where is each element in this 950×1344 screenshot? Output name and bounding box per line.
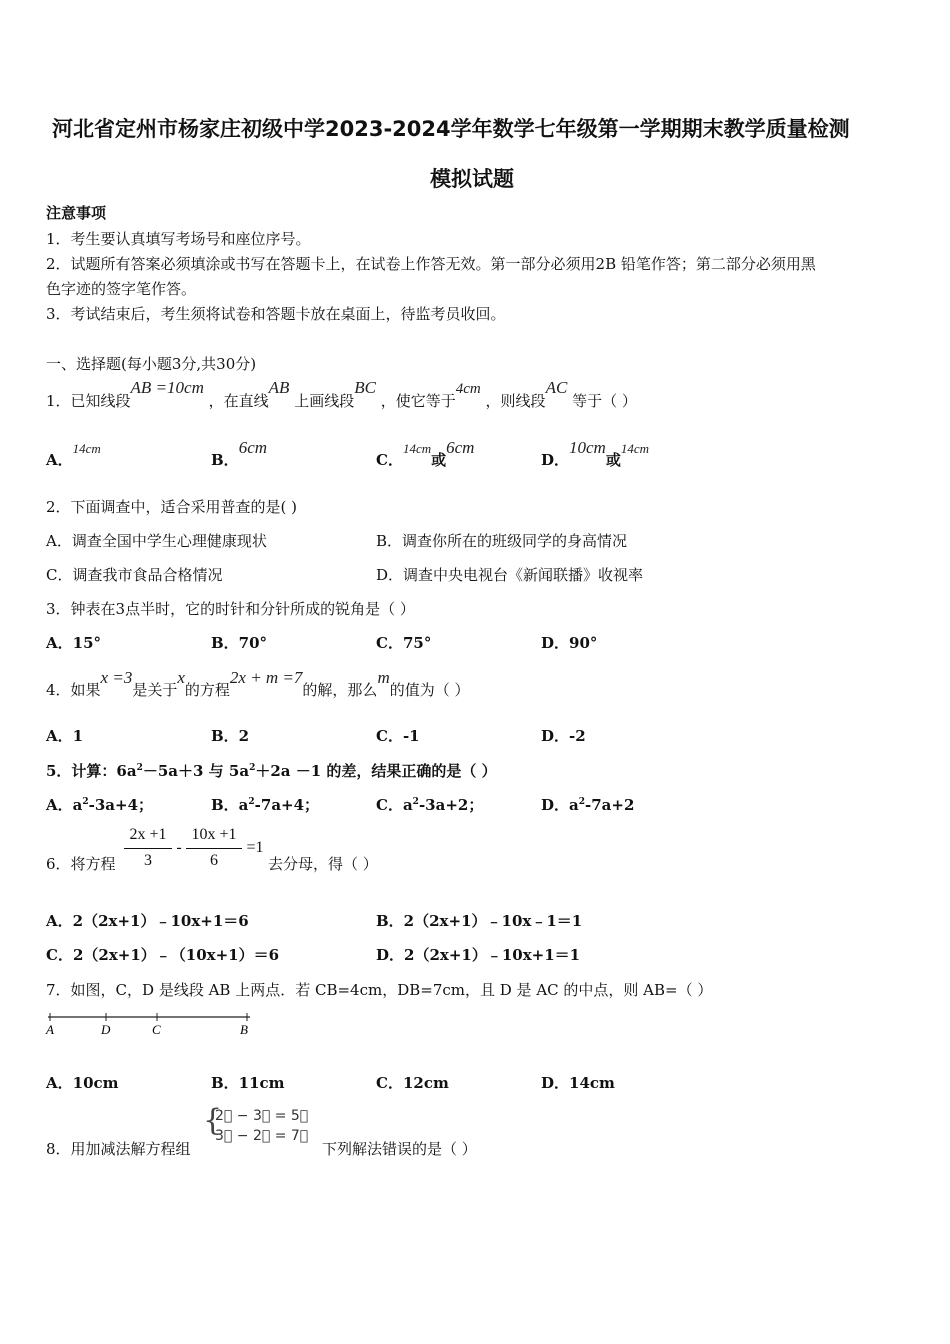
q5-stem: 5．计算：$6a^2-5a+3$ 与 $5a^2+2a -1$ 的差，结果正确的是（ ）: [46, 762, 497, 780]
q6-stem-suffix: 去分母，得（ ）: [268, 855, 378, 873]
q7-stem: 7．如图，C，D 是线段 AB 上两点．若 CB=4cm，DB=7cm，且 D 是 AC 的中点，则 AB=（ ）: [46, 981, 713, 999]
q4-option-c: C．-1: [376, 727, 420, 745]
q8-stem-prefix: 8．用加减法解方程组: [46, 1140, 191, 1158]
notice-item: 2．试题所有答案必须填涂或书写在答题卡上，在试卷上作答无效。第一部分必须用2B 铅笔作答；第二部分必须用黑: [46, 255, 816, 273]
q7-option-d: D．14cm: [541, 1074, 615, 1092]
q4-option-a: A．1: [46, 727, 84, 745]
q4-option-b: B．2: [211, 727, 250, 745]
q8-stem-suffix: 下列解法错误的是（ ）: [322, 1140, 477, 1158]
q7-option-b: B．11cm: [211, 1074, 285, 1092]
q6-option-b: B．2（2x+1）﹣10x﹣1＝1: [376, 912, 583, 930]
q5-option-a: A．$a^2-3a+4$；: [46, 796, 154, 814]
q6-stem-prefix: 6．将方程: [46, 855, 116, 873]
q6-fraction-bar-1: [124, 848, 172, 849]
q6-denominator-1: 3: [144, 852, 152, 869]
q6-option-c: C．2（2x+1）﹣（10x+1）＝6: [46, 946, 280, 964]
title-line-2: 模拟试题: [430, 167, 514, 191]
q2-option-b: B．调查你所在的班级同学的身高情况: [376, 532, 628, 550]
title-line-1: 河北省定州市杨家庄初级中学2023-2024学年数学七年级第一学期期末教学质量检测: [52, 117, 850, 141]
q1-stem: 1．已知线段AB =10cm ，在直线AB 上画线段BC ，使它等于4cm ，则线段AC 等于（ ）: [46, 378, 637, 410]
q6-option-a: A．2（2x+1）﹣10x+1＝6: [46, 912, 249, 930]
q6-option-d: D．2（2x+1）﹣10x+1＝1: [376, 946, 581, 964]
notice-item: 3．考试结束后，考生须将试卷和答题卡放在桌面上，待监考员收回。: [46, 305, 506, 323]
q2-option-d: D．调查中央电视台《新闻联播》收视率: [376, 566, 644, 584]
q3-option-a: A．15°: [46, 634, 102, 652]
q1-option-a: A．14cm: [46, 441, 101, 469]
q7-line-segment-figure: [44, 1010, 256, 1038]
point-label-b: B: [240, 1022, 248, 1037]
q6-fraction-bar-2: [186, 848, 242, 849]
q6-numerator-2: 10x +1: [191, 826, 237, 843]
q2-stem: 2．下面调查中，适合采用普查的是( ): [46, 498, 298, 516]
q2-option-c: C．调查我市食品合格情况: [46, 566, 223, 584]
q8-system-brace: {: [203, 1103, 223, 1138]
point-label-c: C: [152, 1022, 161, 1037]
q1-option-c: C．14cm或6cm: [376, 438, 475, 469]
notice-heading: 注意事项: [46, 204, 107, 222]
q7-option-a: A．10cm: [46, 1074, 119, 1092]
q1-option-d: D．10cm或14cm: [541, 438, 650, 469]
point-label-d: D: [101, 1022, 111, 1037]
q3-option-c: C．75°: [376, 634, 432, 652]
q6-numerator-1: 2x +1: [129, 826, 167, 843]
q4-option-d: D．-2: [541, 727, 586, 745]
q3-option-d: D．90°: [541, 634, 598, 652]
q6-denominator-2: 6: [210, 852, 218, 869]
q8-equation-2: 3⃞ − 2⃞ = 7⃞: [215, 1128, 309, 1144]
q2-option-a: A．调查全国中学生心理健康现状: [46, 532, 267, 550]
q4-stem: 4．如果x =3是关于x的方程2x + m =7的解，那么m的值为（ ）: [46, 668, 470, 699]
q5-option-c: C．$a^2-3a+2$；: [376, 796, 484, 814]
q1-option-b: B．6cm: [211, 438, 268, 469]
q7-option-c: C．12cm: [376, 1074, 449, 1092]
point-label-a: A: [46, 1022, 54, 1037]
q3-stem: 3．钟表在3点半时，它的时针和分针所成的锐角是（ ）: [46, 600, 415, 618]
q5-option-d: D．$a^2-7a+2$: [541, 796, 635, 814]
q6-equals-one: =1: [246, 839, 264, 856]
notice-item: 色字迹的签字笔作答。: [46, 280, 197, 298]
notice-item: 1．考生要认真填写考场号和座位序号。: [46, 230, 311, 248]
q8-equation-1: 2⃞ − 3⃞ = 5⃞: [215, 1108, 309, 1124]
q5-option-b: B．$a^2-7a+4$；: [211, 796, 320, 814]
section-heading: 一、选择题(每小题3分,共30分): [46, 355, 257, 373]
q6-minus: -: [176, 839, 182, 856]
q3-option-b: B．70°: [211, 634, 268, 652]
